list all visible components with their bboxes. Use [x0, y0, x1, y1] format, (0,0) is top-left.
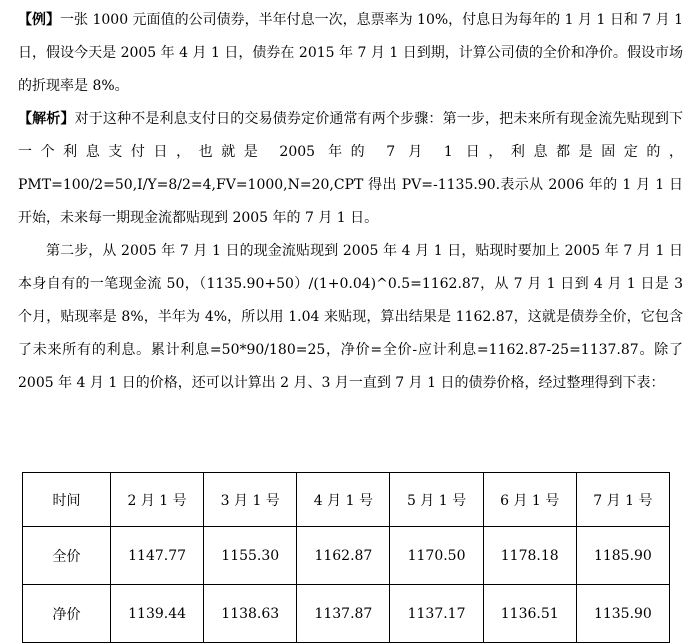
header-cell: 时间	[23, 473, 111, 527]
example-text: 一张 1000 元面值的公司债券，半年付息一次，息票率为 10%，付息日为每年的 1 月 1 日和 7 月 1 日，假设今天是 2005 年 4 月 1 日，债券在 2015 年 7 月 1 日到期，计算公司债的全价和净价。假设市场的折现率是 8%。	[18, 12, 684, 94]
table-row-full-price	[23, 527, 670, 585]
header-cell: 2 月 1 号	[111, 473, 204, 527]
example-paragraph	[18, 4, 683, 103]
row-label: 净价	[23, 585, 111, 643]
table-cell: 1136.51	[483, 585, 576, 643]
header-cell: 4 月 1 号	[297, 473, 390, 527]
table-cell: 1155.30	[204, 527, 297, 585]
table-cell: 1147.77	[111, 527, 204, 585]
header-cell: 3 月 1 号	[204, 473, 297, 527]
table-cell: 1178.18	[483, 527, 576, 585]
table-cell: 1138.63	[204, 585, 297, 643]
table-header-row	[23, 473, 670, 527]
row-label: 全价	[23, 527, 111, 585]
analysis-text: 对于这种不是利息支付日的交易债券定价通常有两个步骤：第一步，把未来所有现金流先贴现到下一个利息支付日，也就是 2005 年的 7 月 1 日，利息都是固定的，PMT=100/2=50,I/Y=8/2=4,FV=1000,N=20,CPT 得出 PV=-1135.90.表示从 2006 年的 1 月 1 日开始，未来每一期现金流都贴现到 2005 年的 7 月 1 日。	[18, 111, 683, 226]
header-cell: 5 月 1 号	[390, 473, 483, 527]
table-cell: 1137.87	[297, 585, 390, 643]
table-row-net-price	[23, 585, 670, 643]
example-tag: 【例】	[18, 12, 61, 28]
table-cell: 1137.17	[390, 585, 483, 643]
bond-price-table	[22, 472, 670, 643]
header-cell: 6 月 1 号	[483, 473, 576, 527]
table-cell: 1162.87	[297, 527, 390, 585]
table-cell: 1139.44	[111, 585, 204, 643]
table-cell: 1170.50	[390, 527, 483, 585]
analysis-paragraph	[18, 103, 683, 235]
table-cell: 1185.90	[576, 527, 669, 585]
table-cell: 1135.90	[576, 585, 669, 643]
step2-paragraph: 第二步，从 2005 年 7 月 1 日的现金流贴现到 2005 年 4 月 1 日，贴现时要加上 2005 年 7 月 1 日本身自有的一笔现金流 50，（1135.90+50）/(1+0.04)^0.5=1162.87，从 7 月 1 日到 4 月 1 日是 3 个月，贴现率是 8%，半年为 4%，所以用 1.04 来贴现，算出结果是 1162.87，这就是债券全价，它包含了未来所有的利息。累计利息=50*90/180=25，净价=全价-应计利息=1162.87-25=1137.87。除了 2005 年 4 月 1 日的价格，还可以计算出 2 月、3 月一直到 7 月 1 日的债券价格，经过整理得到下表：	[18, 243, 683, 391]
header-cell: 7 月 1 号	[576, 473, 669, 527]
analysis-tag: 【解析】	[18, 111, 75, 127]
